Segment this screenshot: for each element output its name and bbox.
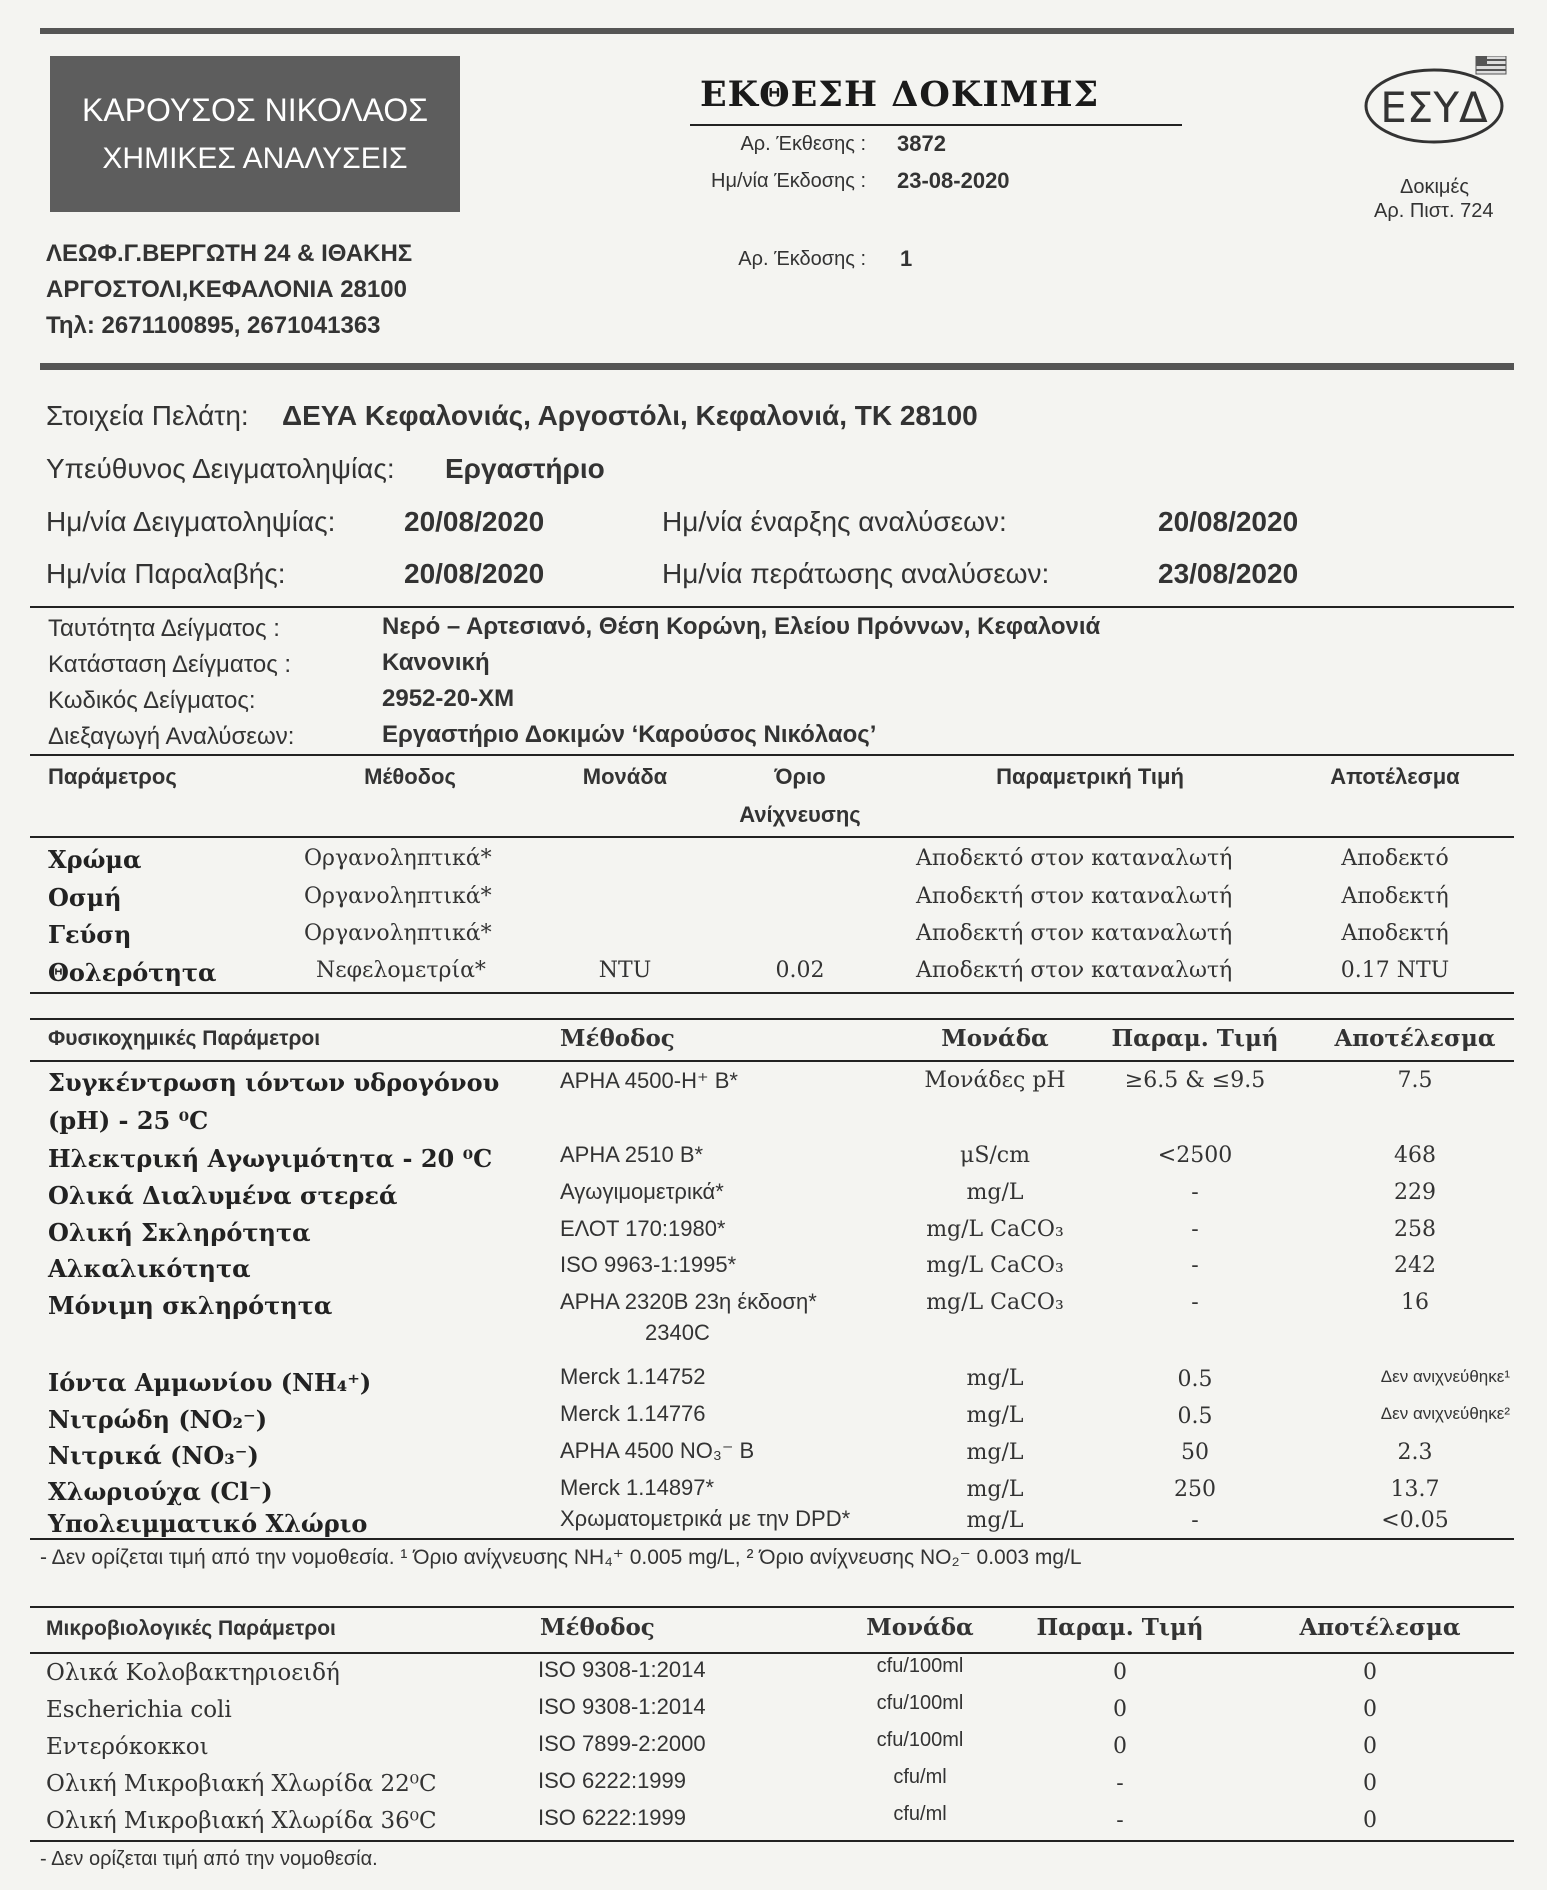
row-result: Αποδεκτή (1341, 884, 1449, 909)
report-number-label: Αρ. Έκθεσης : (740, 133, 866, 155)
physchem-header-rule (30, 1060, 1514, 1062)
row-method: ISO 9308-1:2014 (538, 1657, 706, 1682)
issue-date: 23-08-2020 (897, 168, 1010, 193)
esyd-logo (1362, 56, 1514, 146)
row-param-value: - (1191, 1180, 1199, 1205)
col-header-param-value: Παραμ. Τιμή (1111, 1025, 1279, 1052)
row-method-line2: 2340C (645, 1320, 710, 1345)
sample-condition-label: Κατάσταση Δείγματος : (48, 651, 292, 678)
row-result: 13.7 (1390, 1477, 1440, 1502)
row-unit: μS/cm (960, 1143, 1030, 1168)
row-method: Οργανοληπτικά* (304, 921, 492, 946)
row-result: 258 (1394, 1217, 1436, 1242)
report-number: 3872 (897, 131, 946, 156)
row-method: ISO 9963-1:1995* (560, 1252, 737, 1277)
col-header-unit: Μονάδα (941, 1025, 1049, 1052)
esyd-logo-icon (1362, 56, 1514, 146)
issue-number-label: Αρ. Έκδοσης : (738, 248, 866, 270)
row-param-value: <2500 (1157, 1143, 1233, 1168)
client-label: Στοιχεία Πελάτη: (46, 400, 249, 431)
sample-rule (30, 754, 1514, 756)
sampler-label: Υπεύθυνος Δειγματοληψίας: (46, 453, 395, 484)
row-name: Θολερότητα (48, 958, 217, 987)
row-result: 7.5 (1397, 1068, 1433, 1093)
col-header-param-value: Παραμ. Τιμή (1036, 1614, 1204, 1641)
physchem-bottom-rule (30, 1538, 1514, 1540)
row-name: Γεύση (48, 920, 132, 949)
row-name: Συγκέντρωση ιόντων υδρογόνου (48, 1068, 500, 1097)
row-result: 16 (1401, 1290, 1429, 1315)
row-result: 242 (1394, 1253, 1436, 1278)
row-param-value: 0 (1113, 1660, 1127, 1685)
col-header-parameter: Παράμετρος (48, 764, 177, 789)
row-name: Νιτρώδη (NO₂⁻) (48, 1405, 268, 1434)
row-unit: mg/L CaCO₃ (926, 1217, 1064, 1242)
row-name: Ολική Μικροβιακή Χλωρίδα 36⁰C (46, 1808, 437, 1834)
row-result: Αποδεκτό (1341, 846, 1449, 871)
row-result: Δεν ανιχνεύθηκε² (1380, 1404, 1510, 1423)
row-method: ISO 9308-1:2014 (538, 1694, 706, 1719)
accreditation-line-1: Δοκιμές (1400, 176, 1470, 198)
col-header-result: Αποτέλεσμα (1299, 1614, 1461, 1641)
row-limit: 0.02 (775, 958, 825, 983)
sample-identity-label: Ταυτότητα Δείγματος : (48, 615, 280, 642)
row-param-value: Αποδεκτή στον καταναλωτή (916, 921, 1233, 946)
row-method: ISO 6222:1999 (538, 1768, 687, 1793)
address-line-1: ΛΕΩΦ.Γ.ΒΕΡΓΩΤΗ 24 & ΙΘΑΚΗΣ (46, 240, 413, 267)
sampling-date: 20/08/2020 (404, 506, 545, 537)
row-method: Merck 1.14776 (560, 1401, 706, 1426)
issue-number: 1 (900, 246, 913, 271)
row-param-value: - (1191, 1290, 1199, 1315)
col-header-result: Αποτέλεσμα (1330, 764, 1460, 789)
analysis-end: 23/08/2020 (1158, 558, 1299, 589)
row-name: Escherichia coli (46, 1697, 232, 1723)
analysis-start: 20/08/2020 (1158, 506, 1299, 537)
row-unit: cfu/ml (893, 1766, 947, 1788)
row-method: Merck 1.14897* (560, 1475, 715, 1500)
lab-subtitle: ΧΗΜΙΚΕΣ ΑΝΑΛΥΣΕΙΣ (102, 142, 408, 175)
row-param-value: - (1191, 1253, 1199, 1278)
row-unit: cfu/ml (893, 1803, 947, 1825)
row-result: 229 (1394, 1180, 1436, 1205)
row-name: Χρώμα (48, 845, 142, 874)
col-header-result: Αποτέλεσμα (1334, 1025, 1496, 1052)
row-method: Merck 1.14752 (560, 1364, 706, 1389)
sample-code-label: Κωδικός Δείγματος: (48, 687, 256, 714)
row-name: Μόνιμη σκληρότητα (48, 1291, 333, 1320)
row-result: 0 (1363, 1660, 1377, 1685)
row-result: 0 (1363, 1771, 1377, 1796)
row-name: Ολικά Διαλυμένα στερεά (48, 1181, 398, 1210)
row-method: ISO 6222:1999 (538, 1805, 687, 1830)
sampling-date-label: Ημ/νία Δειγματοληψίας: (46, 506, 336, 537)
row-param-value: 0 (1113, 1697, 1127, 1722)
row-name: Υπολειμματικό Χλώριο (48, 1509, 368, 1538)
row-result: 0.17 NTU (1340, 958, 1450, 983)
title-underline (690, 124, 1182, 126)
address-line-2: ΑΡΓΟΣΤΟΛΙ,ΚΕΦΑΛΟΝΙΑ 28100 (46, 276, 407, 303)
receipt-date-label: Ημ/νία Παραλαβής: (46, 558, 286, 589)
row-name: Οσμή (48, 883, 122, 912)
col-header-parameter: Μικροβιολογικές Παράμετροι (46, 1617, 336, 1640)
micro-header-rule (30, 1652, 1514, 1654)
organoleptic-header-rule (30, 836, 1514, 838)
row-unit: cfu/100ml (876, 1729, 964, 1751)
receipt-date: 20/08/2020 (404, 558, 545, 589)
lab-name: ΚΑΡΟΥΣΟΣ ΝΙΚΟΛΑΟΣ (82, 92, 428, 128)
row-method: Νεφελομετρία* (316, 958, 486, 983)
row-param-value: Αποδεκτή στον καταναλωτή (916, 958, 1233, 983)
col-header-limit-line2: Ανίχνευσης (739, 802, 861, 827)
row-param-value: - (1116, 1808, 1124, 1833)
micro-top-rule (30, 1606, 1514, 1608)
col-header-method: Μέθοδος (364, 764, 456, 789)
analysis-start-label: Ημ/νία έναρξης αναλύσεων: (662, 506, 1007, 537)
row-param-value: - (1191, 1508, 1199, 1533)
row-method: Οργανοληπτικά* (304, 884, 492, 909)
row-name: Ολική Μικροβιακή Χλωρίδα 22⁰C (46, 1771, 437, 1797)
row-method: ΕΛΟΤ 170:1980* (560, 1216, 726, 1241)
row-result: 468 (1394, 1143, 1436, 1168)
row-result: <0.05 (1381, 1508, 1449, 1533)
client-value: ΔΕΥΑ Κεφαλονιάς, Αργοστόλι, Κεφαλονιά, ΤΚ 28100 (282, 400, 978, 431)
row-name: Ολικά Κολοβακτηριοειδή (46, 1660, 340, 1686)
row-unit: mg/L (966, 1440, 1024, 1465)
organoleptic-bottom-rule (30, 992, 1514, 994)
phone-line: Τηλ: 2671100895, 2671041363 (46, 312, 381, 339)
row-method: APHA 2320B 23η έκδοση* (560, 1289, 817, 1314)
row-unit: mg/L (966, 1508, 1024, 1533)
row-name: Χλωριούχα (Cl⁻) (48, 1477, 273, 1506)
physchem-top-rule (30, 1018, 1514, 1020)
row-result: 2.3 (1397, 1440, 1433, 1465)
physchem-footnote: - Δεν ορίζεται τιμή από την νομοθεσία. ¹ Όριο ανίχνευσης NH₄⁺ 0.005 mg/L, ² Όριο ανίχνευσης NO₂⁻ 0.003 mg/L (40, 1546, 1082, 1569)
row-name: Νιτρικά (NO₃⁻) (48, 1441, 259, 1470)
row-unit: mg/L (966, 1477, 1024, 1502)
row-method: APHA 2510 B* (560, 1142, 704, 1167)
row-result: 0 (1363, 1697, 1377, 1722)
row-result: Δεν ανιχνεύθηκε¹ (1380, 1367, 1510, 1386)
report-title: ΕΚΘΕΣΗ ΔΟΚΙΜΗΣ (700, 74, 1100, 115)
row-name: Αλκαλικότητα (48, 1254, 251, 1283)
sample-code-value: 2952-20-ΧΜ (382, 685, 515, 712)
row-method: Αγωγιμομετρικά* (560, 1179, 724, 1204)
row-name: Εντερόκοκκοι (46, 1734, 209, 1760)
col-header-method: Μέθοδος (540, 1614, 655, 1641)
header-rule (40, 363, 1514, 370)
row-unit: cfu/100ml (876, 1655, 964, 1677)
row-param-value: Αποδεκτό στον καταναλωτή (916, 846, 1233, 871)
row-param-value: 0.5 (1177, 1367, 1213, 1392)
row-method: Χρωματομετρικά με την DPD* (560, 1506, 851, 1531)
micro-bottom-rule (30, 1840, 1514, 1842)
row-unit: cfu/100ml (876, 1692, 964, 1714)
row-name: Ολική Σκληρότητα (48, 1218, 311, 1247)
analysis-performed-value: Εργαστήριο Δοκιμών ‘Καρούσος Νικόλαος’ (382, 721, 877, 748)
row-name: Ιόντα Αμμωνίου (NH₄⁺) (48, 1368, 372, 1397)
row-param-value: 250 (1174, 1477, 1216, 1502)
row-method: APHA 4500 NO₃⁻ B (560, 1438, 755, 1463)
row-result: Αποδεκτή (1341, 921, 1449, 946)
issue-date-label: Ημ/νία Έκδοσης : (711, 170, 866, 192)
row-param-value: 0 (1113, 1734, 1127, 1759)
row-unit: mg/L CaCO₃ (926, 1253, 1064, 1278)
row-param-value: Αποδεκτή στον καταναλωτή (916, 884, 1233, 909)
row-name: Ηλεκτρική Αγωγιμότητα - 20 ⁰C (48, 1144, 493, 1173)
row-method: APHA 4500-H⁺ B* (560, 1068, 738, 1093)
row-unit: mg/L (966, 1403, 1024, 1428)
row-param-value: 0.5 (1177, 1404, 1213, 1429)
row-unit: mg/L CaCO₃ (926, 1290, 1064, 1315)
top-rule (40, 28, 1514, 34)
col-header-parameter: Φυσικοχημικές Παράμετροι (48, 1027, 321, 1050)
col-header-limit: Όριο (774, 764, 826, 789)
analysis-end-label: Ημ/νία περάτωσης αναλύσεων: (662, 558, 1050, 589)
analysis-performed-label: Διεξαγωγή Αναλύσεων: (48, 723, 295, 750)
row-unit: NTU (598, 958, 652, 983)
row-unit: mg/L (966, 1180, 1024, 1205)
row-method: Οργανοληπτικά* (304, 846, 492, 871)
sample-identity-value: Νερό – Αρτεσιανό, Θέση Κορώνη, Ελείου Πρόννων, Κεφαλονιά (382, 613, 1101, 640)
col-header-method: Μέθοδος (560, 1025, 675, 1052)
row-param-value: - (1116, 1771, 1124, 1796)
col-header-unit: Μονάδα (582, 764, 668, 789)
row-param-value: 50 (1181, 1440, 1209, 1465)
row-result: 0 (1363, 1734, 1377, 1759)
row-name-line2: (pH) - 25 ⁰C (48, 1106, 209, 1135)
row-result: 0 (1363, 1808, 1377, 1833)
logo-text: ΕΣΥΔ (1380, 83, 1488, 132)
row-unit: Μονάδες pH (924, 1068, 1066, 1093)
row-param-value: ≥6.5 & ≤9.5 (1124, 1068, 1266, 1093)
accreditation-line-2: Αρ. Πιστ. 724 (1374, 200, 1494, 222)
sampler-value: Εργαστήριο (445, 453, 605, 484)
row-param-value: - (1191, 1217, 1199, 1242)
col-header-unit: Μονάδα (866, 1614, 974, 1641)
client-rule (30, 606, 1514, 608)
row-method: ISO 7899-2:2000 (538, 1731, 706, 1756)
sample-condition-value: Κανονική (382, 649, 490, 676)
micro-footnote: - Δεν ορίζεται τιμή από την νομοθεσία. (40, 1848, 378, 1870)
col-header-param-value: Παραμετρική Τιμή (996, 764, 1184, 789)
lab-name-box (50, 56, 460, 212)
row-unit: mg/L (966, 1366, 1024, 1391)
